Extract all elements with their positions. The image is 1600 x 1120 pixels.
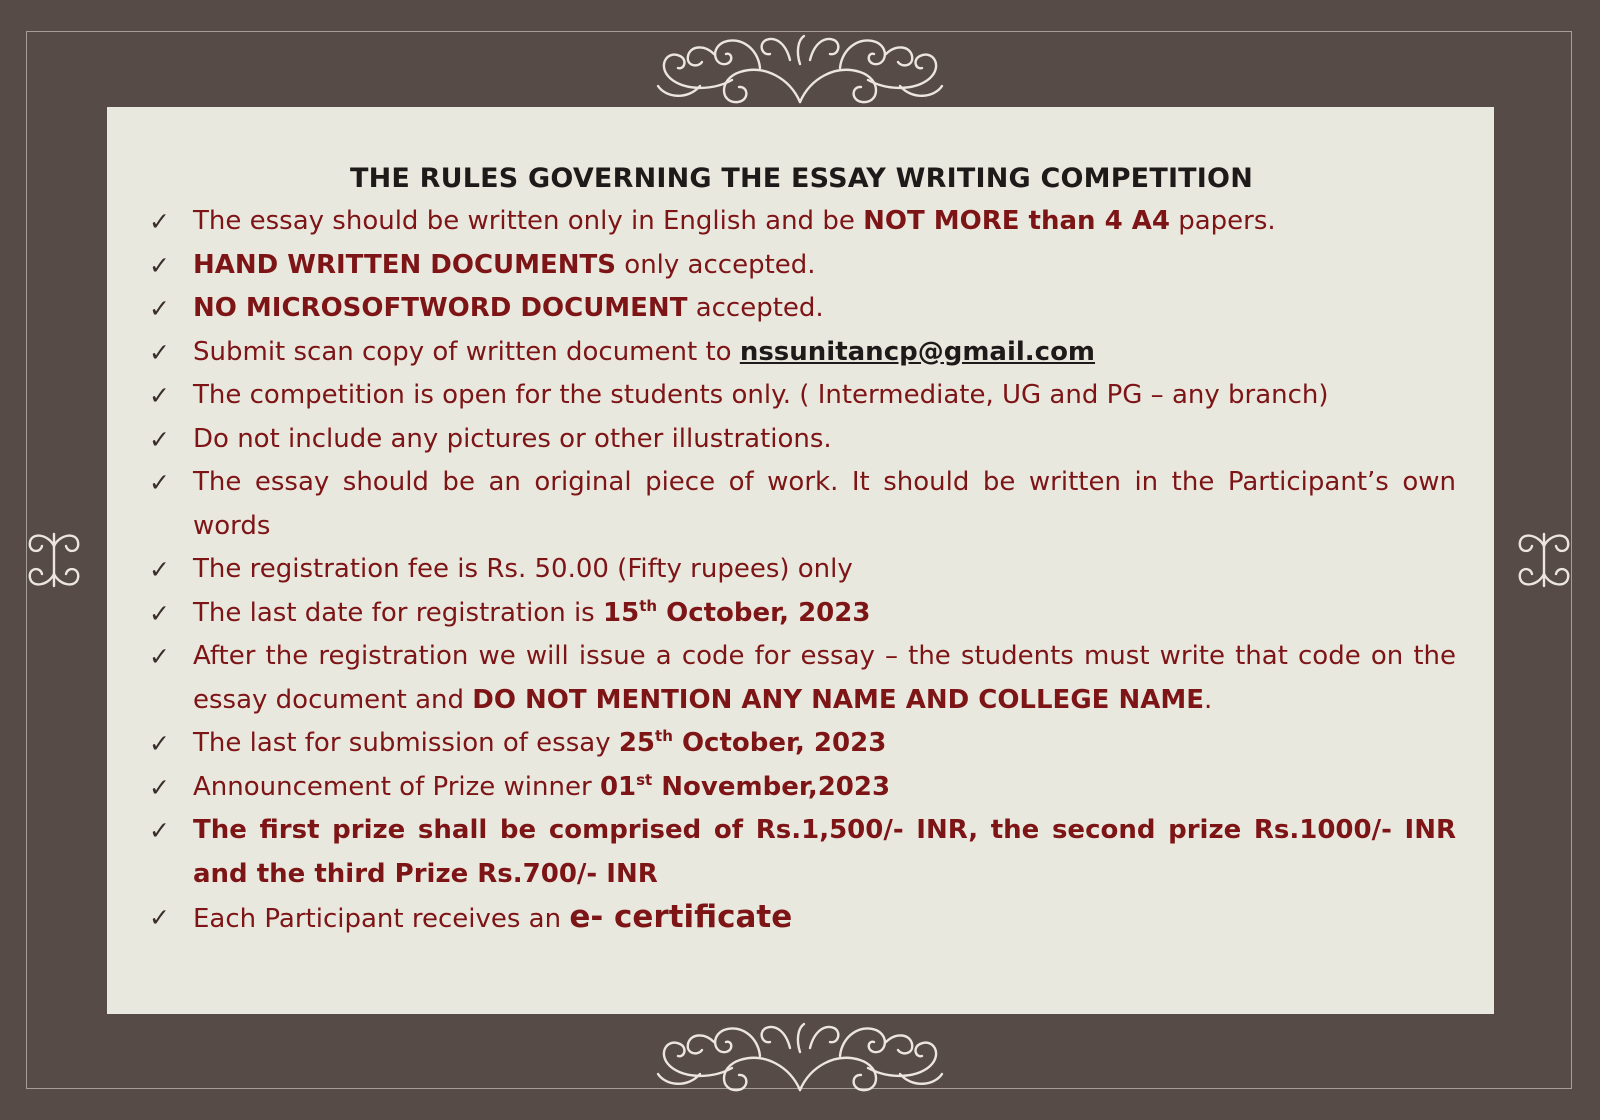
checkmark-icon: ✓ xyxy=(149,816,170,845)
rule-item-handwritten xyxy=(147,244,1456,288)
rule-emphasis: The first prize shall be comprised of Rs.1,500/- INR, the second prize Rs.1000/- INR and the third Prize Rs.700/- INR xyxy=(193,815,1456,889)
date-rest: October, 2023 xyxy=(672,728,887,758)
checkmark-icon: ✓ xyxy=(149,337,170,367)
date-day: 25 xyxy=(618,728,656,758)
date-day: 01 xyxy=(599,771,637,802)
rule-text: Each Participant receives an xyxy=(193,904,570,934)
rule-text: After the registration we will issue a code for essay – the students must write that code on the essay document and xyxy=(193,641,1456,715)
rule-text: The last for submission of essay xyxy=(193,728,619,758)
rule-item-prizes xyxy=(147,809,1456,896)
checkmark-icon: ✓ xyxy=(149,294,170,323)
checkmark-icon: ✓ xyxy=(149,555,170,584)
rule-text: papers. xyxy=(1169,206,1276,236)
rule-emphasis: NO MICROSOFTWORD DOCUMENT xyxy=(193,293,688,323)
rule-item-submit-email xyxy=(147,331,1456,375)
rule-text: Submit scan copy of written document to xyxy=(193,336,740,367)
rule-emphasis: DO NOT MENTION ANY NAME AND COLLEGE NAME xyxy=(472,684,1204,715)
rules-panel xyxy=(107,107,1494,1014)
scroll-ornament-left-icon xyxy=(22,526,86,594)
rule-item-announcement xyxy=(147,766,1456,810)
checkmark-icon: ✓ xyxy=(149,468,170,497)
rule-text: The essay should be written only in English and be xyxy=(193,206,864,236)
date-day: 15 xyxy=(603,597,640,628)
rules-list xyxy=(147,200,1456,942)
rule-text: The essay should be an original piece of work. It should be written in the Participant’s own words xyxy=(193,467,1456,541)
rule-item-submission-deadline xyxy=(147,722,1456,766)
checkmark-icon: ✓ xyxy=(149,772,170,802)
page-title: THE RULES GOVERNING THE ESSAY WRITING COMPETITION xyxy=(349,163,1253,194)
checkmark-icon: ✓ xyxy=(149,729,170,758)
certificate-emphasis: e- certificate xyxy=(569,899,793,935)
rule-text: The last date for registration is xyxy=(193,597,603,628)
checkmark-icon: ✓ xyxy=(149,903,170,932)
checkmark-icon: ✓ xyxy=(149,642,170,671)
rule-item-original-work xyxy=(147,461,1456,548)
checkmark-icon: ✓ xyxy=(149,381,170,410)
rule-emphasis: HAND WRITTEN DOCUMENTS xyxy=(193,249,617,280)
date-suffix: th xyxy=(655,727,673,745)
rule-text: Announcement of Prize winner xyxy=(193,771,600,802)
rule-text: . xyxy=(1204,684,1213,715)
rule-item-essay-length xyxy=(147,200,1456,244)
scroll-ornament-bottom-icon xyxy=(640,1012,960,1098)
rule-date xyxy=(600,772,890,802)
date-suffix: st xyxy=(636,770,653,789)
rule-item-registration-deadline xyxy=(147,592,1456,636)
rule-item-eligibility xyxy=(147,374,1456,418)
checkmark-icon: ✓ xyxy=(149,207,170,236)
checkmark-icon: ✓ xyxy=(149,598,170,628)
rule-item-registration-fee xyxy=(147,548,1456,592)
rule-item-certificate xyxy=(147,896,1456,942)
rule-date xyxy=(619,728,886,758)
rule-emphasis: NOT MORE than 4 A4 xyxy=(863,206,1170,236)
checkmark-icon: ✓ xyxy=(149,250,170,280)
rule-text: Do not include any pictures or other illustrations. xyxy=(193,423,832,454)
email-link[interactable]: nssunitancp@gmail.com xyxy=(739,336,1096,367)
rule-item-no-pictures xyxy=(147,418,1456,462)
rule-text: accepted. xyxy=(687,293,824,323)
checkmark-icon: ✓ xyxy=(149,424,170,454)
date-rest: October, 2023 xyxy=(657,597,871,628)
date-rest: November,2023 xyxy=(652,771,891,802)
scroll-ornament-right-icon xyxy=(1512,526,1576,594)
rule-text: The registration fee is Rs. 50.00 (Fifty rupees) only xyxy=(193,554,853,584)
scroll-ornament-top-icon xyxy=(640,24,960,110)
rule-item-no-word-doc xyxy=(147,287,1456,331)
date-suffix: th xyxy=(639,596,658,615)
rule-item-essay-code xyxy=(147,635,1456,722)
rule-date xyxy=(603,598,870,628)
rule-text: only accepted. xyxy=(616,249,816,280)
rule-text: The competition is open for the students only. ( Intermediate, UG and PG – any branch) xyxy=(193,380,1329,410)
